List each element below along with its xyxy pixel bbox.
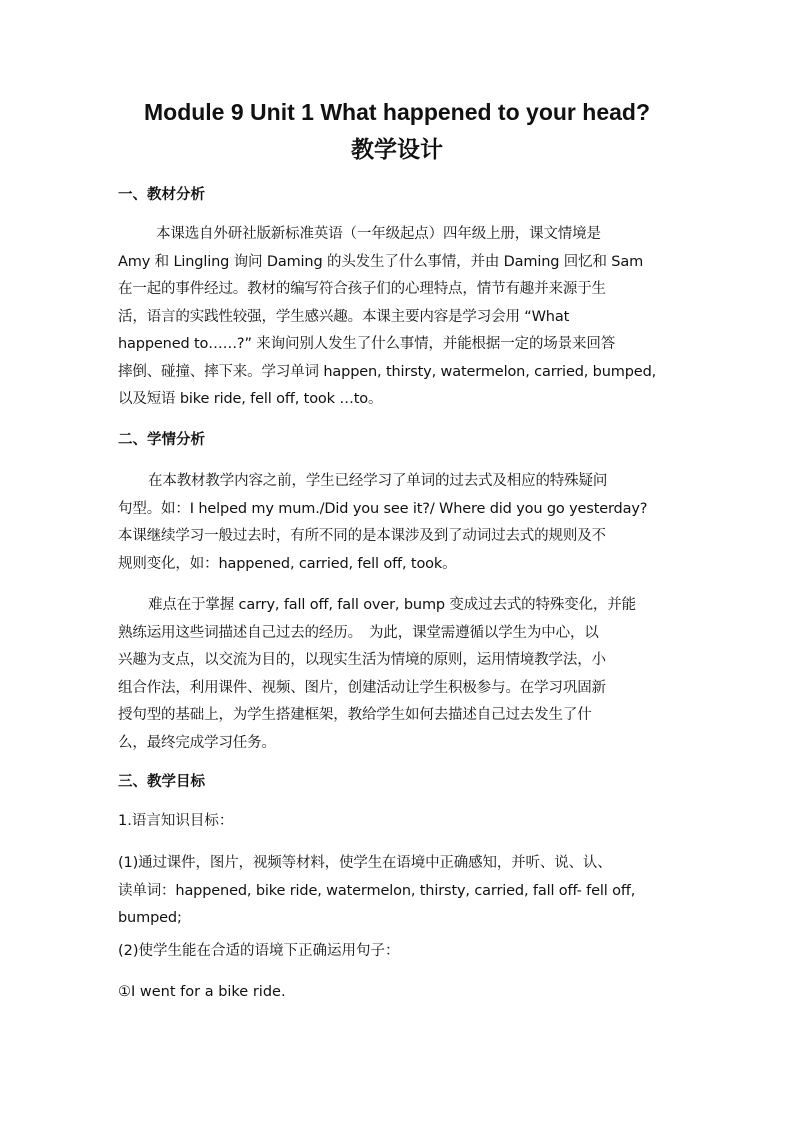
paragraph-line: 以及短语 bike ride, fell off, took …to。: [118, 391, 383, 407]
paragraph-line: 在一起的事件经过。教材的编写符合孩子们的心理特点，情节有趣并来源于生: [118, 281, 606, 297]
objective-language-knowledge: 1.语言知识目标：: [118, 813, 234, 829]
document-subtitle: 教学设计: [351, 137, 443, 163]
section-learner-analysis-paragraph-2: [118, 592, 678, 757]
document-title: Module 9 Unit 1 What happened to your head?: [143, 99, 650, 125]
paragraph-line: 兴趣为支点，以交流为目的，以现实生活为情境的原则，运用情境教学法，小: [118, 652, 606, 668]
paragraph-line: 摔倒、碰撞、摔下来。学习单词 happen, thirsty, watermelon, carried, bumped,: [118, 363, 657, 380]
paragraph-line: 本课继续学习一般过去时，有所不同的是本课涉及到了动词过去式的规则及不: [118, 528, 606, 544]
paragraph-line: Amy 和 Lingling 询问 Daming 的头发生了什么事情，并由 Daming 回忆和 Sam: [118, 253, 644, 270]
objective-item-3: ①I went for a bike ride.: [118, 984, 286, 1000]
paragraph-line: 组合作法，利用课件、视频、图片，创建活动让学生积极参与。在学习巩固新: [118, 679, 606, 696]
paragraph-line: 授句型的基础上，为学生搭建框架，教给学生如何去描述自己过去发生了什: [118, 707, 592, 723]
section-heading-teaching-objectives: 三、教学目标: [118, 774, 205, 790]
paragraph-line: bumped;: [118, 910, 182, 926]
section-learner-analysis-paragraph-1: [118, 468, 678, 578]
paragraph-line: happened to……?” 来询问别人发生了什么事情，并能根据一定的场景来回答: [118, 336, 616, 352]
section-heading-textbook-analysis: 一、教材分析: [118, 187, 205, 203]
section-heading-learner-analysis: 二、学情分析: [118, 432, 205, 448]
paragraph-line: 熟练运用这些词描述自己过去的经历。 为此，课堂需遵循以学生为中心，以: [118, 624, 599, 641]
section-textbook-analysis-paragraph: [118, 221, 678, 414]
paragraph-line: 句型。如：I helped my mum./Did you see it?/ Where did you go yesterday?: [118, 500, 648, 517]
paragraph-line: (1)通过课件，图片，视频等材料，使学生在语境中正确感知，并听、说、认、: [118, 855, 612, 871]
objective-item-1: [118, 850, 678, 933]
paragraph-line: 难点在于掌握 carry, fall off, fall over, bump 变成过去式的特殊变化，并能: [148, 597, 636, 613]
paragraph-line: 活，语言的实践性较强，学生感兴趣。本课主要内容是学习会用 “What: [118, 308, 570, 325]
paragraph-line: 规则变化，如：happened, carried, fell off, took。: [118, 555, 457, 572]
paragraph-line: 本课选自外研社版新标准英语（一年级起点）四年级上册，课文情境是: [156, 226, 601, 242]
paragraph-line: 在本教材教学内容之前，学生已经学习了单词的过去式及相应的特殊疑问: [148, 473, 608, 489]
paragraph-line: 读单词：happened, bike ride, watermelon, thirsty, carried, fall off- fell off,: [118, 882, 636, 899]
objective-item-2: (2)使学生能在合适的语境下正确运用句子：: [118, 943, 400, 959]
paragraph-line: 么，最终完成学习任务。: [118, 734, 276, 751]
